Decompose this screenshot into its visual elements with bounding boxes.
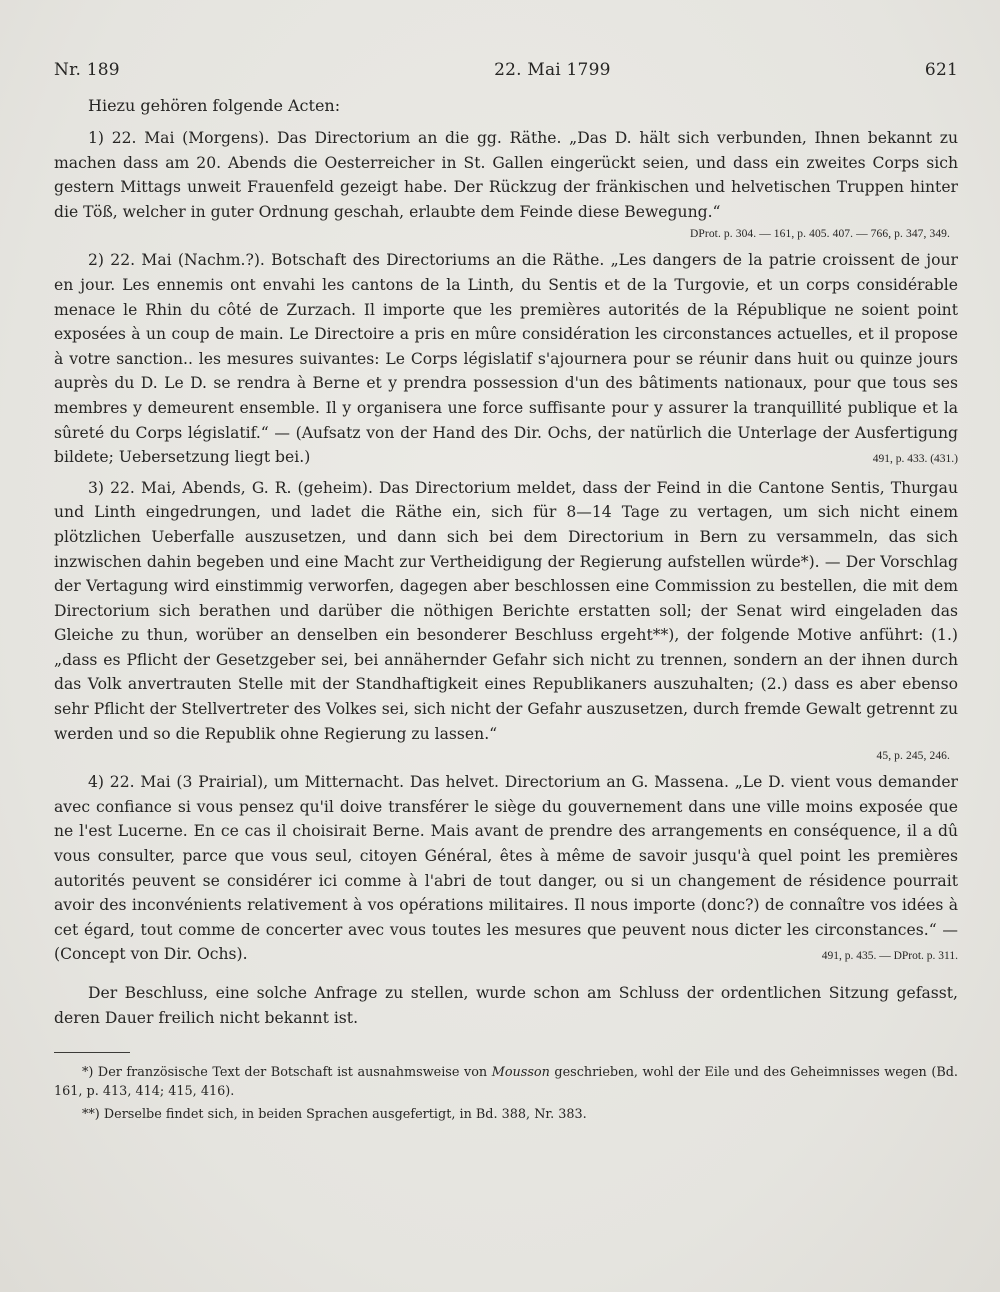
document-number: Nr. 189 bbox=[54, 60, 120, 80]
act-item-text: 4) 22. Mai (3 Prairial), um Mitternacht. Das helvet. Directorium an G. Massena. „Le D. vient vous demander avec confiance si vous pensez qu'il doive transférer le siège du gouvernement dans une ville moins exposée que ne l'est Lucerne. En ce cas il choisirait Berne. Mais avant de prendre des arrangements en conséquence, il a dû vous consulter, parce que vous seul, citoyen Général, êtes à même de savoir jusqu'à quel point les premières autorités peuvent se considérer ici comme à l'abri de tout danger, ou si un changement de résidence pourrait avoir des inconvénients relativement à vos opérations militaires. Il nous importe (donc?) de connaître vos idées à cet égard, tout comme de concerter avec vous toutes les mesures que peuvent nous dicter les circonstances.“ — (Concept von Dir. Ochs). bbox=[54, 773, 958, 964]
footnote-1-text: *) Der französische Text der Botschaft ist ausnahmsweise von bbox=[82, 1065, 492, 1081]
act-item-1 bbox=[54, 126, 958, 224]
footnote-1-text-end: geschrieben, wohl der Eile und des Geheimnisses wegen (Bd. 161, p. 413, 414; 415, 416). bbox=[54, 1065, 958, 1100]
act-item-3 bbox=[54, 476, 958, 747]
act-item-2 bbox=[54, 248, 958, 469]
closing-paragraph: Der Beschluss, eine solche Anfrage zu stellen, wurde schon am Schluss der ordentlichen Sitzung gefasst, deren Dauer freilich nicht bekannt ist. bbox=[54, 984, 958, 1027]
act-source-2: 491, p. 433. (431.) bbox=[872, 453, 958, 466]
act-source-3: 45, p. 245, 246. bbox=[876, 750, 950, 763]
act-source-1: DProt. p. 304. — 161, p. 405. 407. — 766, p. 347, 349. bbox=[690, 228, 950, 241]
intro-line: Hiezu gehören folgende Acten: bbox=[88, 96, 341, 115]
act-item-text: 3) 22. Mai, Abends, G. R. (geheim). Das Directorium meldet, dass der Feind in die Cantone Sentis, Thurgau und Linth eingedrungen, und ladet die Räthe ein, sich für 8—14 Tage zu vertagen, um sich nicht einem plötzlichen Ueberfalle auszusetzen, und dann sich bei dem Directorium in Bern zu versammeln, das sich inzwischen dahin begeben und eine Macht zur Vertheidigung der Regierung aufstellen würde*). — Der Vorschlag der Vertagung wird einstimmig verworfen, dagegen aber beschlossen eine Commission zu bestellen, die mit dem Directorium sich berathen und darüber die nöthigen Berichte erstatten soll; der Senat wird eingeladen das Gleiche zu thun, worüber an denselben ein besonderer Beschluss ergeht**), der folgende Motive anführt: (1.) „dass es Pflicht der Gesetzgeber sei, bei annähernder Gefahr sich nicht zu trennen, sondern an der ihnen durch das Volk anvertrauten Stelle mit der Standhaftigkeit eines Republikaners auszuhalten; (2.) dass es aber ebenso sehr Pflicht der Stellvertreter des Volkes sei, sich nicht der Gefahr auszusetzen, durch fremde Gewalt getrennt zu werden und so die Republik ohne Regierung zu lassen.“ bbox=[54, 478, 958, 743]
act-item-text: 2) 22. Mai (Nachm.?). Botschaft des Directoriums an die Räthe. „Les dangers de la patrie croissent de jour en jour. Les ennemis ont envahi les cantons de la Linth, du Sentis et de la Turgovie, et un corps considérable menace le Rhin du côté de Zurzach. Il importe que les premières autorités de la République ne soient point exposées à un coup de main. Le Directoire a pris en mûre considération les circonstances actuelles, et il propose à votre sanction.. les mesures suivantes: Le Corps législatif s'ajournera pour se réunir dans huit ou quinze jours auprès du D. Le D. se rendra à Berne et y prendra possession d'un des bâtiments nationaux, pour que tous ses membres y demeurent ensemble. Il y organisera une force suffisante pour y assurer la tranquillité publique et la sûreté du Corps législatif.“ — (Aufsatz von der Hand des Dir. Ochs, der natürlich die Unterlage der Ausfertigung bildete; Uebersetzung liegt bei.) bbox=[54, 251, 958, 467]
header-date: 22. Mai 1799 bbox=[494, 60, 611, 80]
page-number: 621 bbox=[924, 60, 958, 80]
act-item-4 bbox=[54, 770, 958, 967]
footnote-2: **) Derselbe findet sich, in beiden Sprachen ausgefertigt, in Bd. 388, Nr. 383. bbox=[82, 1107, 587, 1123]
page-header bbox=[54, 60, 958, 80]
act-item-text: 1) 22. Mai (Morgens). Das Directorium an die gg. Räthe. „Das D. hält sich verbunden, Ihnen bekannt zu machen dass am 20. Abends die Oesterreicher in St. Gallen eingerückt seien, und dass ein zweites Corps sich gestern Mittags unweit Frauenfeld gezeigt habe. Der Rückzug der fränkischen und helvetischen Truppen hinter die Töß, welcher in guter Ordnung geschah, erlaubte dem Feinde diese Bewegung.“ bbox=[54, 129, 958, 221]
act-source-4: 491, p. 435. — DProt. p. 311. bbox=[821, 950, 958, 963]
footnote-divider bbox=[54, 1052, 130, 1053]
footnote-1-name: Mousson bbox=[491, 1065, 550, 1081]
footnote-1 bbox=[54, 1063, 958, 1101]
